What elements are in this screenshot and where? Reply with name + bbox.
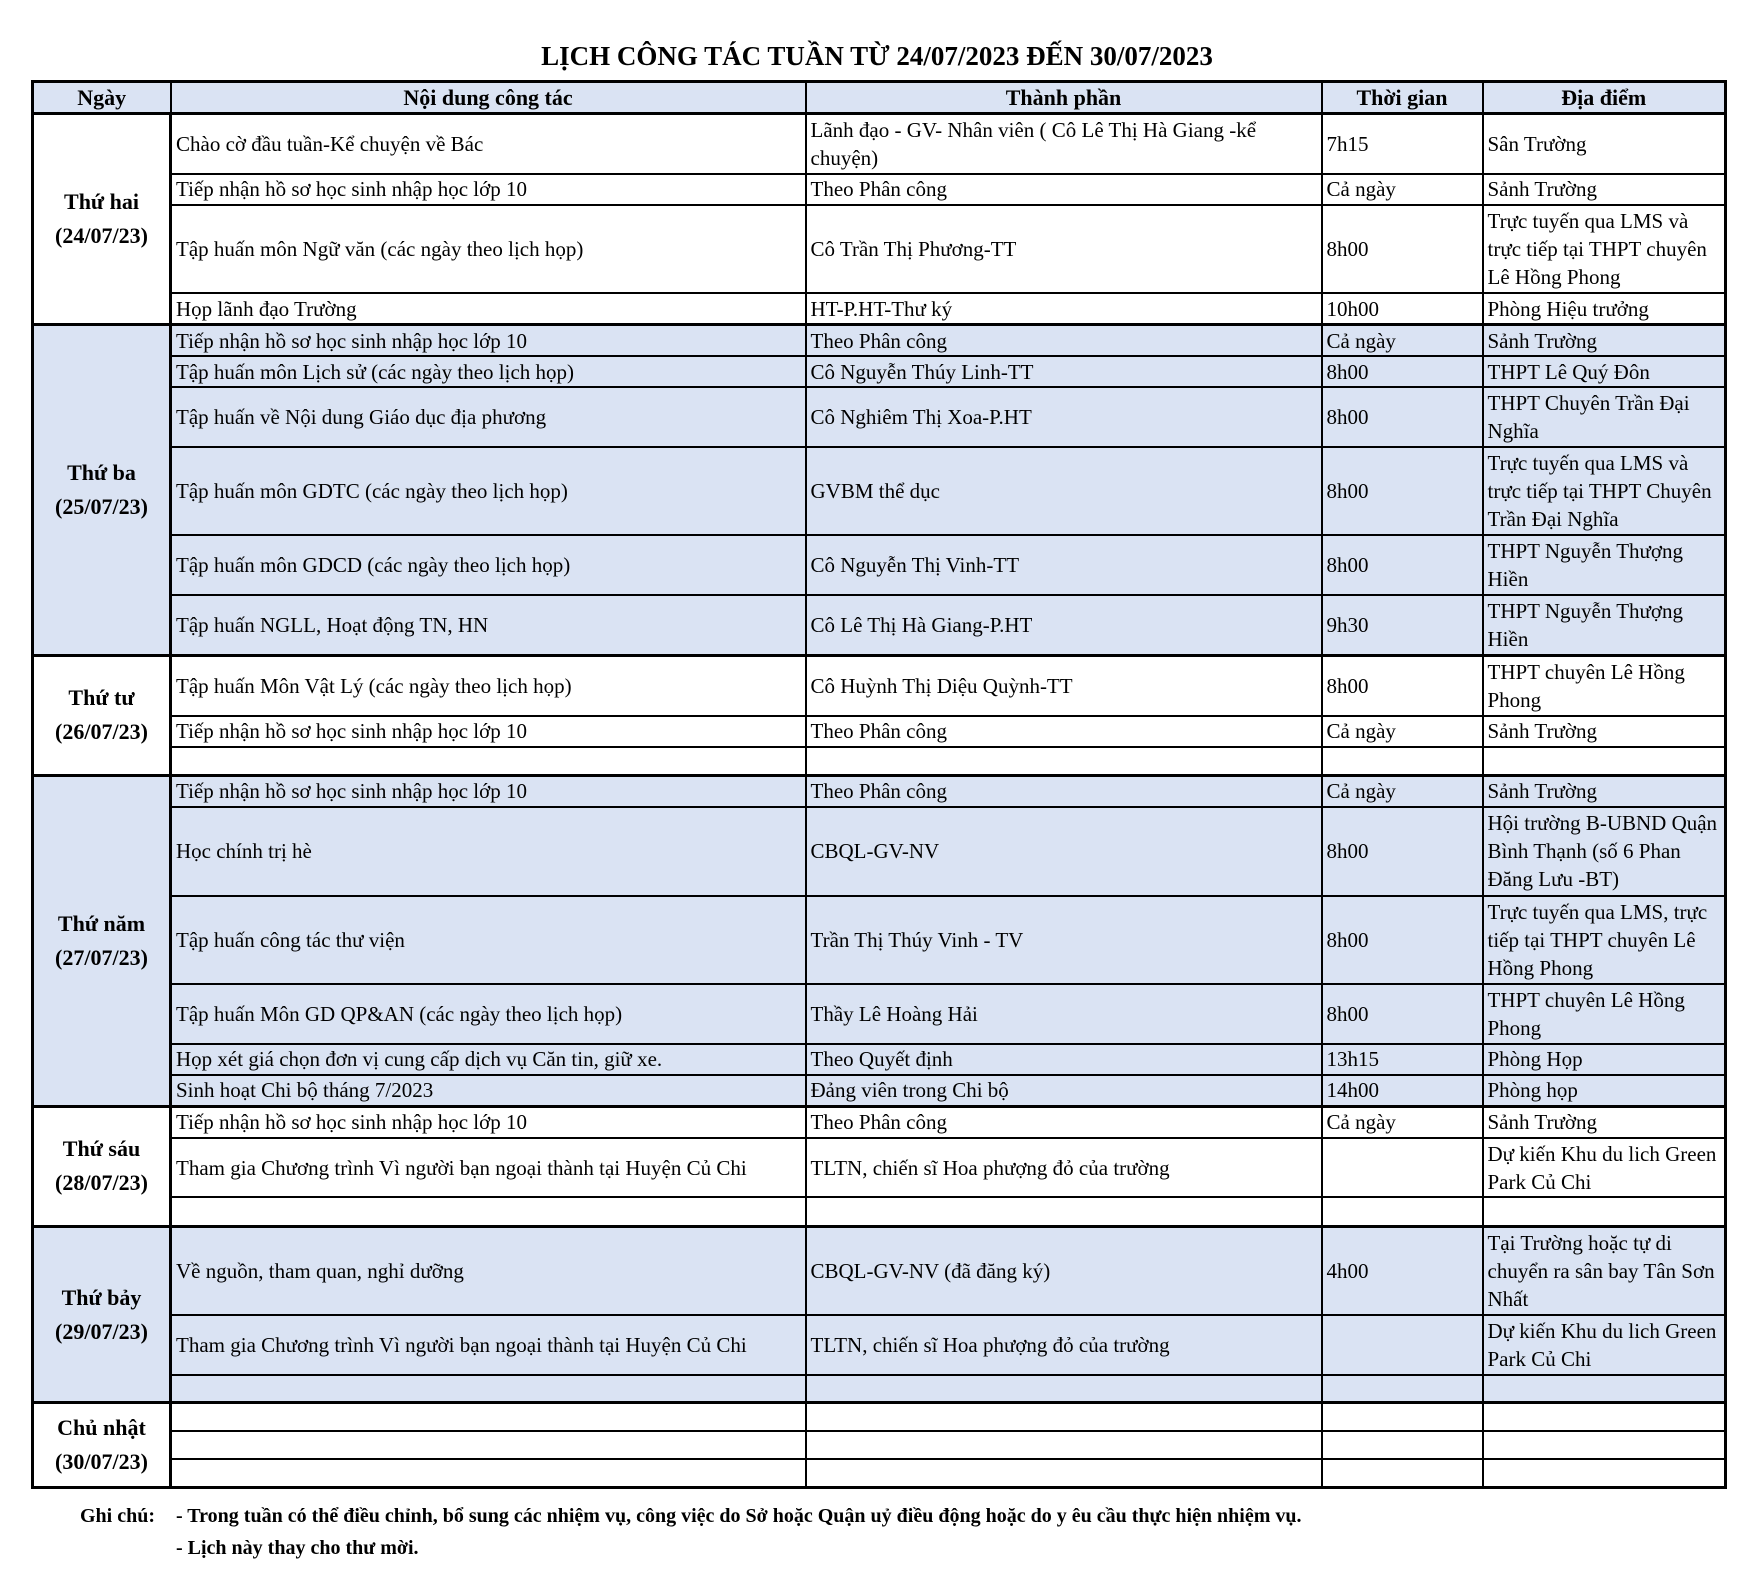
cell-time: Cả ngày [1322,716,1483,747]
day-label: Thứ bảy (29/07/23) [33,1226,171,1403]
cell-participants [806,747,1322,776]
table-row [33,775,1726,806]
cell-location: Sảnh Trường [1483,775,1726,806]
cell-participants: Cô Huỳnh Thị Diệu Quỳnh-TT [806,655,1322,715]
cell-time [1322,747,1483,776]
day-group [33,325,1726,656]
cell-content: Tham gia Chương trình Vì người bạn ngoại thành tại Huyện Củ Chi [171,1315,806,1375]
day-group [33,1403,1726,1488]
header-location: Địa điểm [1483,82,1726,114]
cell-time [1322,1431,1483,1459]
cell-content: Tiếp nhận hồ sơ học sinh nhập học lớp 10 [171,716,806,747]
notes-label: Ghi chú: [80,1505,156,1527]
table-row [33,325,1726,356]
cell-participants [806,1459,1322,1488]
table-row [33,1044,1726,1075]
cell-location: THPT chuyên Lê Hồng Phong [1483,984,1726,1044]
day-label: Thứ hai (24/07/23) [33,114,171,325]
day-label: Thứ sáu (28/07/23) [33,1106,171,1226]
cell-location [1483,1375,1726,1403]
cell-time: 8h00 [1322,896,1483,985]
cell-location: Sảnh Trường [1483,174,1726,205]
cell-participants [806,1431,1322,1459]
header-time: Thời gian [1322,82,1483,114]
cell-time: 8h00 [1322,535,1483,595]
table-row [33,807,1726,896]
cell-participants: Trần Thị Thúy Vinh - TV [806,896,1322,985]
cell-time: 4h00 [1322,1226,1483,1315]
table-row [33,293,1726,324]
cell-location: Phòng họp [1483,1075,1726,1106]
cell-location: Dự kiến Khu du lich Green Park Củ Chi [1483,1315,1726,1375]
schedule-table [31,80,1727,1489]
cell-participants: CBQL-GV-NV (đã đăng ký) [806,1226,1322,1315]
cell-content [171,747,806,776]
table-row [33,114,1726,174]
table-row [33,1138,1726,1198]
cell-time: 8h00 [1322,807,1483,896]
day-group [33,775,1726,1106]
cell-location: Sảnh Trường [1483,325,1726,356]
cell-participants: Theo Phân công [806,325,1322,356]
cell-content: Tập huấn môn GDCD (các ngày theo lịch họp) [171,535,806,595]
cell-content [171,1375,806,1403]
cell-content: Về nguồn, tham quan, nghỉ dưỡng [171,1226,806,1315]
table-row [33,535,1726,595]
cell-participants: Cô Nguyễn Thúy Linh-TT [806,356,1322,387]
cell-participants [806,1403,1322,1431]
cell-content [171,1431,806,1459]
cell-time: 13h15 [1322,1044,1483,1075]
table-row [33,1226,1726,1315]
cell-participants: Đảng viên trong Chi bộ [806,1075,1322,1106]
cell-location: Tại Trường hoặc tự di chuyển ra sân bay Tân Sơn Nhất [1483,1226,1726,1315]
cell-time: 8h00 [1322,356,1483,387]
table-row [33,984,1726,1044]
cell-time [1322,1403,1483,1431]
cell-time: 7h15 [1322,114,1483,174]
cell-location: THPT Chuyên Trần Đại Nghĩa [1483,387,1726,447]
cell-content: Tập huấn Môn Vật Lý (các ngày theo lịch họp) [171,655,806,715]
cell-time: Cả ngày [1322,174,1483,205]
table-header [33,82,1726,114]
cell-location [1483,1459,1726,1488]
cell-content [171,1197,806,1226]
cell-location: Sảnh Trường [1483,1106,1726,1137]
day-label: Thứ ba (25/07/23) [33,325,171,656]
cell-time [1322,1375,1483,1403]
table-row [33,716,1726,747]
cell-participants: GVBM thể dục [806,447,1322,536]
cell-time: 9h30 [1322,595,1483,655]
header-day: Ngày [33,82,171,114]
cell-location: Phòng Hiệu trưởng [1483,293,1726,324]
note-item: - Lịch này thay cho thư mời. [176,1537,419,1559]
cell-content: Tập huấn môn Lịch sử (các ngày theo lịch họp) [171,356,806,387]
table-row [33,1459,1726,1488]
cell-content [171,1403,806,1431]
cell-content: Tiếp nhận hồ sơ học sinh nhập học lớp 10 [171,174,806,205]
cell-participants [806,1197,1322,1226]
table-row [33,1403,1726,1431]
cell-content: Họp xét giá chọn đơn vị cung cấp dịch vụ Căn tin, giữ xe. [171,1044,806,1075]
cell-content: Tiếp nhận hồ sơ học sinh nhập học lớp 10 [171,1106,806,1137]
cell-time: Cả ngày [1322,325,1483,356]
cell-location: Hội trường B-UBND Quận Bình Thạnh (số 6 Phan Đăng Lưu -BT) [1483,807,1726,896]
table-row [33,447,1726,536]
table-row [33,1075,1726,1106]
cell-participants: Theo Quyết định [806,1044,1322,1075]
cell-location [1483,1403,1726,1431]
cell-time: 8h00 [1322,655,1483,715]
cell-participants: Theo Phân công [806,174,1322,205]
cell-location [1483,1431,1726,1459]
cell-location: Sảnh Trường [1483,716,1726,747]
cell-time: 14h00 [1322,1075,1483,1106]
cell-location: Trực tuyến qua LMS và trực tiếp tại THPT chuyên Lê Hồng Phong [1483,205,1726,294]
cell-time: 8h00 [1322,205,1483,294]
cell-participants: Cô Lê Thị Hà Giang-P.HT [806,595,1322,655]
cell-location: Sân Trường [1483,114,1726,174]
header-participants: Thành phần [806,82,1322,114]
cell-time [1322,1315,1483,1375]
cell-time: 8h00 [1322,984,1483,1044]
cell-location: Dự kiến Khu du lich Green Park Củ Chi [1483,1138,1726,1198]
cell-time: 10h00 [1322,293,1483,324]
day-group [33,655,1726,775]
day-group [33,1226,1726,1403]
cell-content: Tập huấn Môn GD QP&AN (các ngày theo lịch họp) [171,984,806,1044]
table-row [33,1375,1726,1403]
cell-location: THPT chuyên Lê Hồng Phong [1483,655,1726,715]
cell-content: Học chính trị hè [171,807,806,896]
table-row [33,595,1726,655]
table-row [33,1315,1726,1375]
cell-location: THPT Nguyễn Thượng Hiền [1483,535,1726,595]
cell-participants: CBQL-GV-NV [806,807,1322,896]
cell-location: Trực tuyến qua LMS và trực tiếp tại THPT Chuyên Trần Đại Nghĩa [1483,447,1726,536]
day-group [33,114,1726,325]
cell-participants: Lãnh đạo - GV- Nhân viên ( Cô Lê Thị Hà Giang -kể chuyện) [806,114,1322,174]
cell-location [1483,747,1726,776]
cell-time [1322,1197,1483,1226]
cell-participants: Thầy Lê Hoàng Hải [806,984,1322,1044]
cell-participants: TLTN, chiến sĩ Hoa phượng đỏ của trường [806,1315,1322,1375]
cell-participants: HT-P.HT-Thư ký [806,293,1322,324]
table-row [33,205,1726,294]
cell-content: Tập huấn môn Ngữ văn (các ngày theo lịch họp) [171,205,806,294]
table-row [33,1197,1726,1226]
table-row [33,174,1726,205]
cell-content: Tiếp nhận hồ sơ học sinh nhập học lớp 10 [171,775,806,806]
cell-content: Tập huấn NGLL, Hoạt động TN, HN [171,595,806,655]
cell-content: Tiếp nhận hồ sơ học sinh nhập học lớp 10 [171,325,806,356]
cell-content: Tập huấn môn GDTC (các ngày theo lịch họp) [171,447,806,536]
cell-content [171,1459,806,1488]
cell-location: THPT Lê Quý Đôn [1483,356,1726,387]
table-row [33,356,1726,387]
cell-location [1483,1197,1726,1226]
cell-content: Chào cờ đầu tuần-Kể chuyện về Bác [171,114,806,174]
cell-participants: Theo Phân công [806,716,1322,747]
cell-content: Tập huấn về Nội dung Giáo dục địa phương [171,387,806,447]
header-content: Nội dung công tác [171,82,806,114]
cell-location: Phòng Họp [1483,1044,1726,1075]
cell-participants: Cô Nghiêm Thị Xoa-P.HT [806,387,1322,447]
cell-content: Sinh hoạt Chi bộ tháng 7/2023 [171,1075,806,1106]
day-label: Thứ tư (26/07/23) [33,655,171,775]
cell-time: Cả ngày [1322,1106,1483,1137]
table-row [33,747,1726,776]
table-row [33,896,1726,985]
cell-participants: TLTN, chiến sĩ Hoa phượng đỏ của trường [806,1138,1322,1198]
cell-participants: Cô Nguyễn Thị Vinh-TT [806,535,1322,595]
table-row [33,655,1726,715]
cell-participants: Theo Phân công [806,775,1322,806]
cell-time: Cả ngày [1322,775,1483,806]
cell-content: Tập huấn công tác thư viện [171,896,806,985]
day-group [33,1106,1726,1226]
table-row [33,1431,1726,1459]
cell-participants [806,1375,1322,1403]
page-title: LỊCH CÔNG TÁC TUẦN TỪ 24/07/2023 ĐẾN 30/07/2023 [541,41,1213,71]
day-label: Thứ năm (27/07/23) [33,775,171,1106]
cell-location: THPT Nguyễn Thượng Hiền [1483,595,1726,655]
table-row [33,1106,1726,1137]
cell-content: Họp lãnh đạo Trường [171,293,806,324]
cell-time [1322,1459,1483,1488]
cell-participants: Cô Trần Thị Phương-TT [806,205,1322,294]
cell-content: Tham gia Chương trình Vì người bạn ngoại thành tại Huyện Củ Chi [171,1138,806,1198]
cell-participants: Theo Phân công [806,1106,1322,1137]
day-label: Chủ nhật (30/07/23) [33,1403,171,1488]
note-item: - Trong tuần có thể điều chỉnh, bổ sung các nhiệm vụ, công việc do Sở hoặc Quận uỷ điều động hoặc do y êu cầu thực hiện nhiệm vụ. [176,1505,1302,1527]
cell-location: Trực tuyến qua LMS, trực tiếp tại THPT chuyên Lê Hồng Phong [1483,896,1726,985]
cell-time: 8h00 [1322,387,1483,447]
table-row [33,387,1726,447]
cell-time [1322,1138,1483,1198]
cell-time: 8h00 [1322,447,1483,536]
